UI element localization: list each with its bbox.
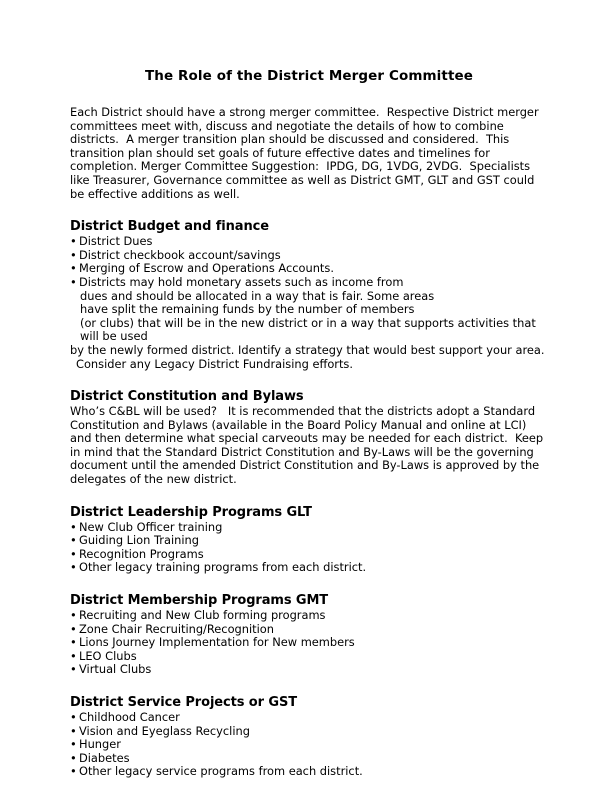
- list-item: • Merging of Escrow and Operations Accounts.: [70, 262, 548, 276]
- list-item: • Districts may hold monetary assets such as income from: [70, 276, 548, 290]
- list-item: • Guiding Lion Training: [70, 534, 548, 548]
- list-item: • Other legacy training programs from each district.: [70, 561, 548, 575]
- section-heading: District Leadership Programs GLT: [70, 504, 312, 520]
- bullet-list: [70, 521, 548, 575]
- list-item: • District checkbook account/savings: [70, 249, 548, 263]
- list-item: • Other legacy service programs from each district.: [70, 765, 548, 779]
- list-item: • Virtual Clubs: [70, 663, 548, 677]
- list-item: • Lions Journey Implementation for New members: [70, 636, 548, 650]
- section: [70, 695, 548, 779]
- section: [70, 219, 548, 371]
- bullet-list: [70, 711, 548, 779]
- list-item: • Diabetes: [70, 752, 548, 766]
- list-item: • Recognition Programs: [70, 548, 548, 562]
- bullet-list: [70, 235, 548, 289]
- section: [70, 389, 548, 487]
- list-item: • LEO Clubs: [70, 650, 548, 664]
- continuation-line: dues and should be allocated in a way that is fair. Some areas: [80, 288, 435, 303]
- continuation-line: Consider any Legacy District Fundraising efforts.: [76, 356, 353, 371]
- continuation-line: have split the remaining funds by the number of members: [80, 302, 415, 317]
- section-heading: District Service Projects or GST: [70, 695, 297, 710]
- bullet-list: [70, 609, 548, 677]
- continuation-line: (or clubs) that will be in the new district or in a way that supports activities that will be used: [80, 315, 536, 344]
- list-item: • Hunger: [70, 738, 548, 752]
- section-heading: District Membership Programs GMT: [70, 593, 329, 609]
- list-item: • Zone Chair Recruiting/Recognition: [70, 623, 548, 637]
- list-item: • New Club Officer training: [70, 521, 548, 535]
- section-heading: District Constitution and Bylaws: [70, 389, 304, 405]
- section-body: Who’s C&BL will be used? It is recommended that the districts adopt a Standard Constitution and Bylaws (available in the Board Policy Manual and online at LCI) and then determine what special carveouts may be needed for each district. Keep in mind that the Standard District Constitution and By-Laws will be the governing document until the amended District Constitution and By-Laws is approved by the delegates of the new district.: [70, 404, 547, 487]
- continuation-lines: [70, 290, 548, 372]
- list-item: • District Dues: [70, 235, 548, 249]
- section-heading: District Budget and finance: [70, 219, 269, 235]
- list-item: • Recruiting and New Club forming programs: [70, 609, 548, 623]
- document-content: [70, 68, 548, 779]
- continuation-line: by the newly formed district. Identify a strategy that would best support your area.: [70, 342, 545, 357]
- intro-paragraph: Each District should have a strong merger committee. Respective District merger committees meet with, discuss and negotiate the details of how to combine districts. A merger transition plan should be discussed and considered. This transition plan should set goals of future effective dates and timelines for completion. Merger Committee Suggestion: IPDG, DG, 1VDG, 2VDG. Specialists like Treasurer, Governance committee as well as District GMT, GLT and GST could be effective additions as well.: [70, 105, 543, 201]
- sections-container: [70, 219, 548, 779]
- list-item: • Childhood Cancer: [70, 711, 548, 725]
- section: [70, 505, 548, 575]
- list-item: • Vision and Eyeglass Recycling: [70, 725, 548, 739]
- page-title: The Role of the District Merger Committee: [144, 68, 474, 84]
- section: [70, 593, 548, 677]
